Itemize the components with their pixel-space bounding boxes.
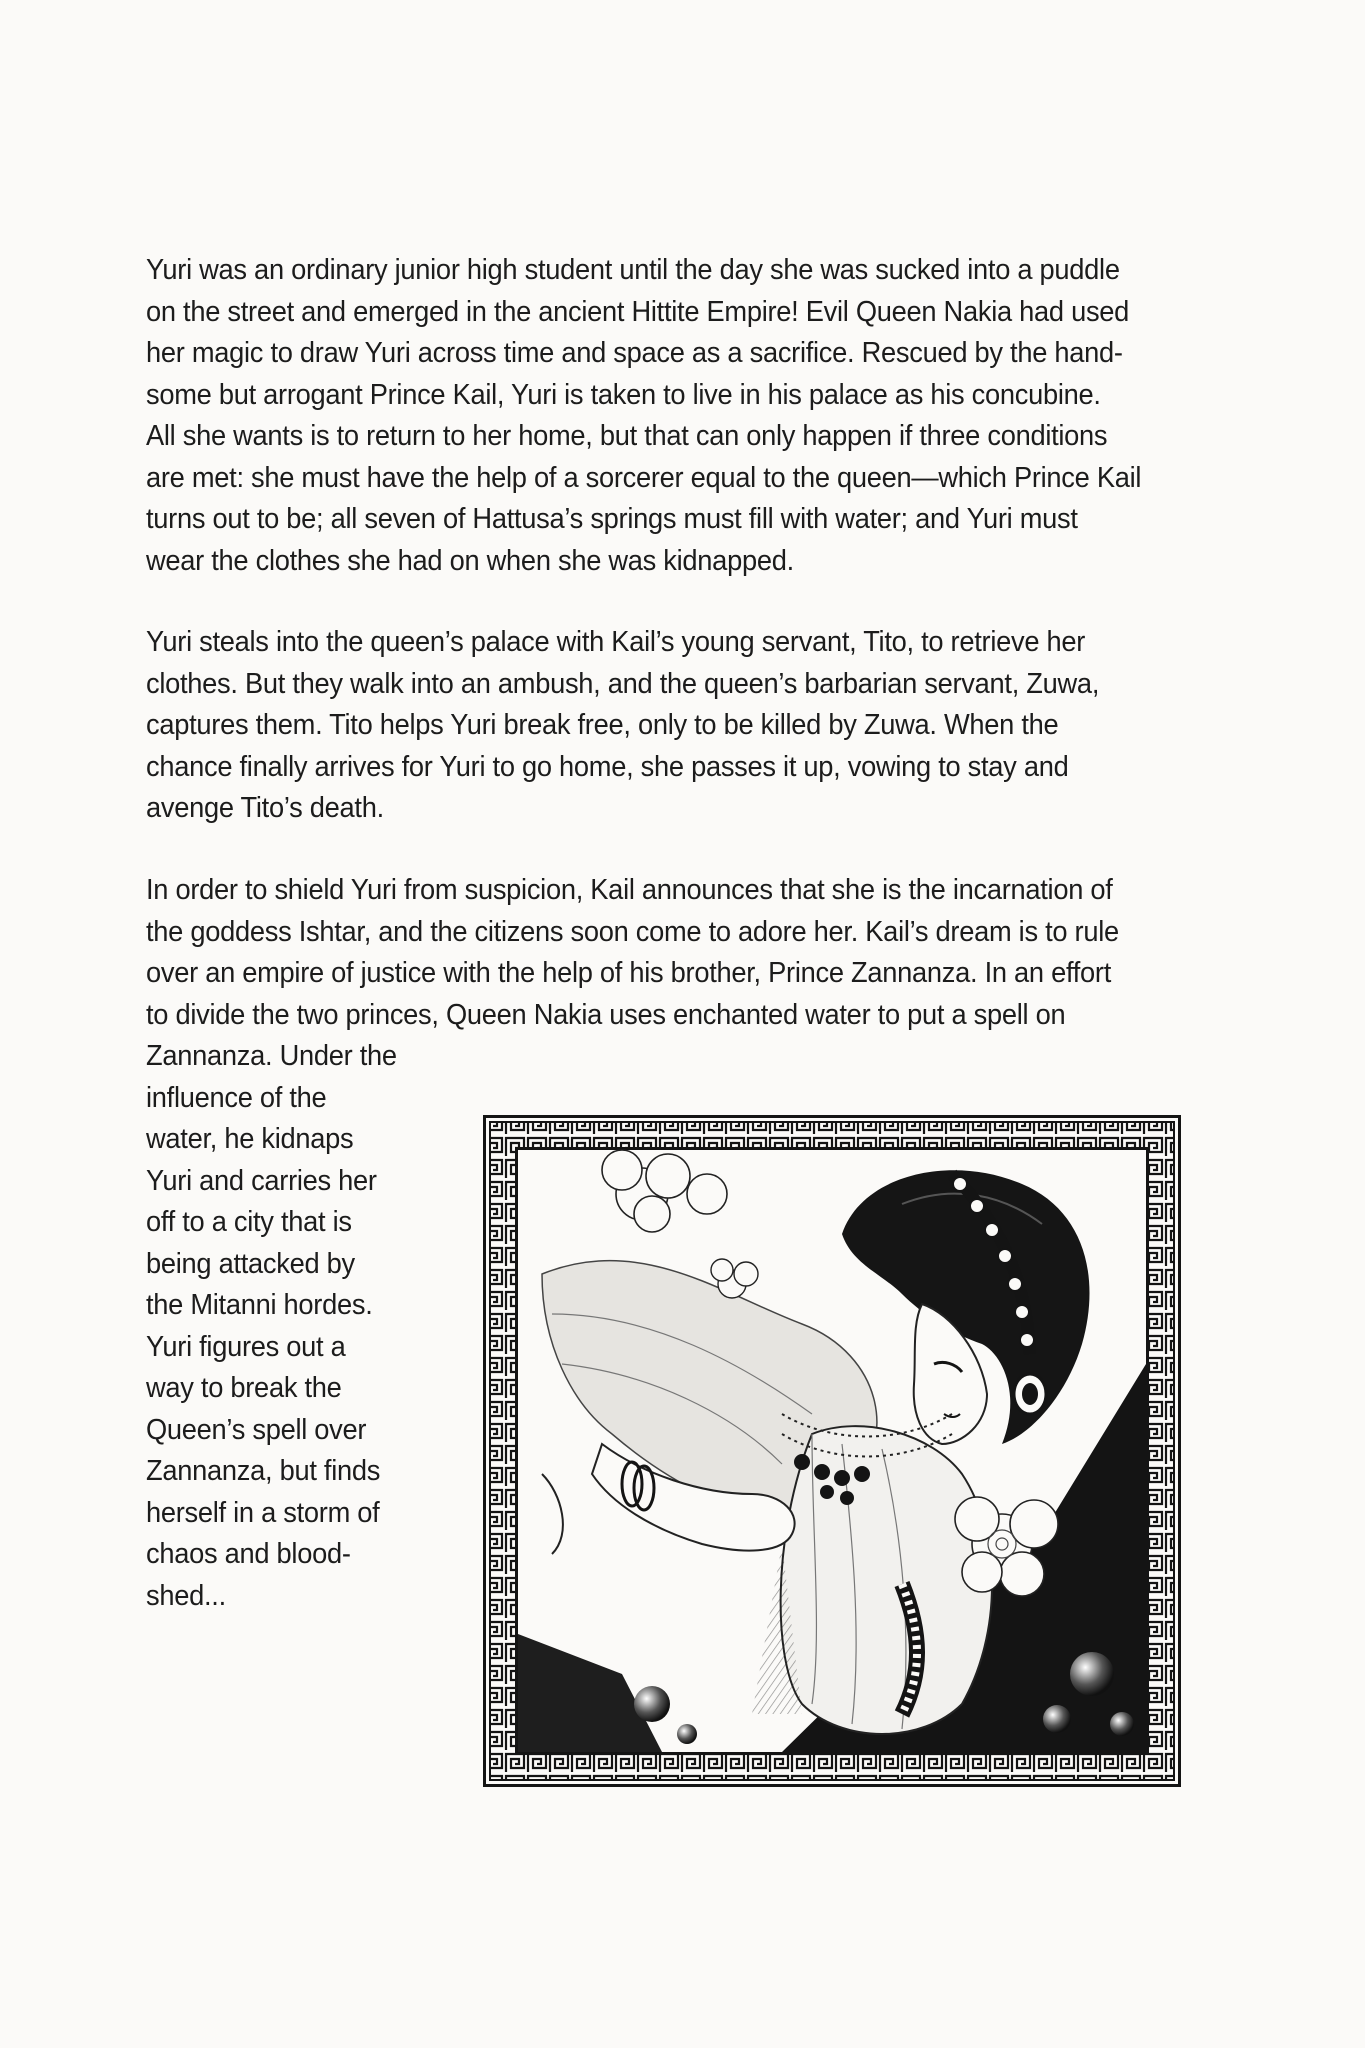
text-line: chaos and blood- — [146, 1538, 351, 1570]
text-line: chance finally arrives for Yuri to go home, she passes it up, vowing to stay and — [146, 750, 1069, 783]
text-line: shed... — [146, 1579, 226, 1612]
summary-paragraph-3-wrap — [146, 1036, 397, 1617]
text-line: wear the clothes she had on when she was kidnapped. — [146, 544, 794, 577]
text-line: are met: she must have the help of a sorcerer equal to the queen—which Prince Kail — [146, 461, 1142, 494]
text-line: herself in a storm of — [146, 1496, 380, 1529]
text-line: Yuri steals into the queen’s palace with Kail’s young servant, Tito, to retrieve her — [146, 626, 1086, 658]
text-line: way to break the — [146, 1372, 342, 1404]
text-line: some but arrogant Prince Kail, Yuri is taken to live in his palace as his concubine. — [146, 378, 1101, 411]
text-line: Yuri figures out a — [146, 1330, 346, 1363]
summary-paragraph-3 — [146, 870, 1124, 1036]
summary-paragraph-2 — [146, 622, 1124, 830]
text-line: Zannanza, but finds — [146, 1455, 381, 1487]
text-line: her magic to draw Yuri across time and space as a sacrifice. Rescued by the hand- — [146, 337, 1123, 369]
text-line: off to a city that is — [146, 1206, 352, 1238]
illustration-art — [482, 1114, 1182, 1788]
text-line: water, he kidnaps — [146, 1123, 354, 1155]
text-line: In order to shield Yuri from suspicion, Kail announces that she is the incarnation of — [146, 874, 1113, 906]
summary-paragraph-1 — [146, 250, 1142, 582]
text-line: Yuri and carries her — [146, 1164, 377, 1197]
text-line: captures them. Tito helps Yuri break free, only to be killed by Zuwa. When the — [146, 709, 1059, 741]
text-line: All she wants is to return to her home, but that can only happen if three conditions — [146, 420, 1108, 452]
text-line: the Mitanni hordes. — [146, 1289, 373, 1321]
text-line: avenge Tito’s death. — [146, 792, 384, 824]
text-line: being attacked by — [146, 1247, 355, 1280]
text-line: clothes. But they walk into an ambush, and the queen’s barbarian servant, Zuwa, — [146, 667, 1100, 700]
text-line: on the street and emerged in the ancient Hittite Empire! Evil Queen Nakia had used — [146, 295, 1130, 328]
text-line: Yuri was an ordinary junior high student until the day she was sucked into a puddle — [146, 254, 1120, 286]
yuri-illustration — [482, 1114, 1182, 1788]
text-line: turns out to be; all seven of Hattusa’s springs must fill with water; and Yuri must — [146, 503, 1078, 535]
text-line: the goddess Ishtar, and the citizens soon come to adore her. Kail’s dream is to rule — [146, 915, 1119, 948]
text-line: over an empire of justice with the help of his brother, Prince Zannanza. In an effort — [146, 957, 1112, 989]
text-line: influence of the — [146, 1081, 327, 1114]
text-line: Zannanza. Under the — [146, 1040, 397, 1072]
text-line: to divide the two princes, Queen Nakia uses enchanted water to put a spell on — [146, 998, 1066, 1031]
text-line: Queen’s spell over — [146, 1413, 367, 1446]
